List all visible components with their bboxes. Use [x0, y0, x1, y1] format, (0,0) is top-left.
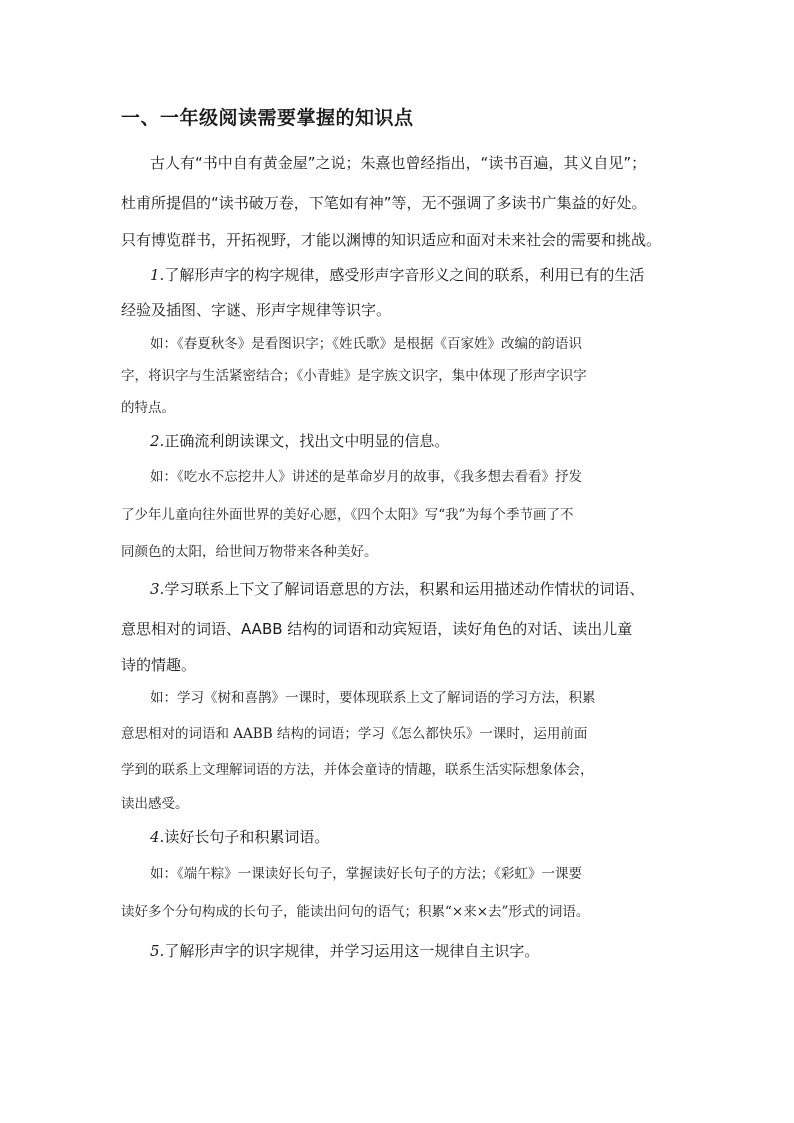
point-3-example-line: 读出感受。 — [121, 796, 189, 812]
intro-line: 古人有“书中自有黄金屋”之说；朱熹也曾经指出，“读书百遍，其义自见”； — [150, 154, 647, 172]
point-number: 1. — [150, 266, 165, 284]
point-1-line: 1.了解形声字的构字规律，感受形声字音形义之间的联系，利用已有的生活 — [150, 266, 645, 284]
point-number: 2. — [150, 432, 165, 450]
intro-line: 只有博览群书，开拓视野，才能以渊博的知识适应和面对未来社会的需要和挑战。 — [121, 231, 662, 249]
point-4-example-line: 读好多个分句构成的长句子，能读出问句的语气；积累“×来×去”形式的词语。 — [121, 904, 590, 920]
point-1-line: 经验及插图、字谜、形声字规律等识字。 — [121, 301, 392, 319]
point-3-line: 3.学习联系上下文了解词语意思的方法，积累和运用描述动作情状的词语、 — [150, 580, 645, 598]
point-4-line: 4.读好长句子和积累词语。 — [150, 828, 330, 846]
intro-line: 杜甫所提倡的“读书破万卷，下笔如有神”等，无不强调了多读书广集益的好处。 — [121, 194, 647, 212]
section-heading: 一、一年级阅读需要掌握的知识点 — [121, 107, 414, 129]
point-1-example-line: 如：《春夏秋冬》是看图识字；《姓氏歌》是根据《百家姓》改编的韵语识 — [150, 336, 582, 352]
point-2-example-line: 了少年儿童向往外面世界的美好心愿，《四个太阳》写“我”为每个季节画了不 — [121, 507, 574, 523]
point-3-line: 意思相对的词语、AABB 结构的词语和动宾短语，读好角色的对话、读出儿童 — [121, 620, 633, 638]
point-3-example-line: 如：学习《树和喜鹊》一课时，要体现联系上文了解词语的学习方法，积累 — [150, 690, 596, 706]
point-3-example-line: 意思相对的词语和 AABB 结构的词语；学习《怎么都快乐》一课时，运用前面 — [121, 726, 588, 742]
point-number: 5. — [150, 942, 165, 960]
point-number: 3. — [150, 580, 165, 598]
point-number: 4. — [150, 828, 165, 846]
point-3-line: 诗的情趣。 — [121, 656, 197, 674]
point-5-line: 5.了解形声字的识字规律，并学习运用这一规律自主识字。 — [150, 942, 540, 960]
point-3-example-line: 学到的联系上文理解词语的方法，并体会童诗的情趣，联系生活实际想象体会， — [121, 762, 594, 778]
point-2-example-line: 同颜色的太阳，给世间万物带来各种美好。 — [121, 544, 378, 560]
point-1-example-line: 的特点。 — [121, 400, 175, 416]
point-4-example-line: 如：《端午粽》一课读好长句子，掌握读好长句子的方法；《彩虹》一课要 — [150, 866, 582, 882]
point-2-example-line: 如：《吃水不忘挖井人》讲述的是革命岁月的故事，《我多想去看看》抒发 — [150, 469, 582, 485]
point-2-line: 2.正确流利朗读课文，找出文中明显的信息。 — [150, 432, 450, 450]
point-1-example-line: 字，将识字与生活紧密结合；《小青蛙》是字族文识字，集中体现了形声字识字 — [121, 368, 587, 384]
